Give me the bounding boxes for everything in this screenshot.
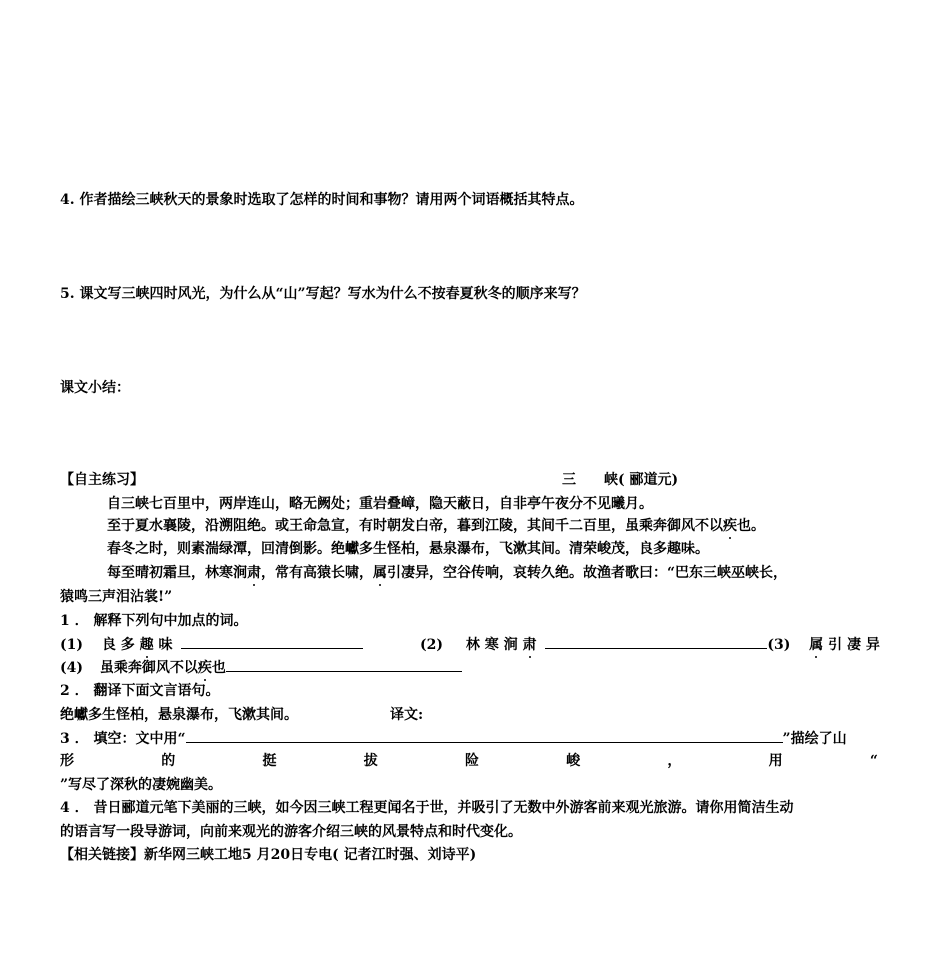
passage-paragraph-2 — [107, 516, 765, 536]
exercise-4-line-1: 4 ． 昔日郦道元笔下美丽的三峡，如今因三峡工程更闻名于世，并吸引了无数中外游客前来观光旅游。请你用简洁生动 — [60, 800, 794, 816]
dotted-word: 疾 — [197, 660, 212, 676]
exercise-3-text: 3 ． 填空：文中用“ — [60, 731, 186, 747]
exercise-1-item-2 — [420, 634, 880, 655]
passage-text: 至于夏水襄陵，沿溯阻绝。或王命急宣，有时朝发白帝，暮到江陵，其间千二百里，虽乘奔御风不以 — [107, 518, 723, 534]
item-phrase: 虽乘奔御风不以疾也 — [99, 660, 226, 676]
exercise-4-line-2: 的语言写一段导游词，向前来观光的游客介绍三峡的风景特点和时代变化。 — [60, 824, 522, 840]
item-number: (4) — [60, 660, 83, 676]
text-title: 三 峡( 郦道元) — [562, 472, 679, 488]
item-phrase: 林 寒 涧 肃 — [465, 637, 537, 653]
passage-text: 每至晴初霜旦，林寒涧 — [107, 565, 247, 581]
answer-blank[interactable] — [186, 728, 783, 743]
justified-char: 峻 — [566, 753, 581, 769]
justified-char: 险 — [464, 753, 479, 769]
justified-char: 的 — [161, 753, 176, 769]
exercise-3-justified-line — [60, 751, 878, 771]
passage-paragraph-4-end: 猿鸣三声泪沾裳!” — [60, 589, 173, 605]
justified-char: ， — [667, 753, 682, 769]
exercise-1-items-row — [60, 634, 363, 655]
exercise-3-prompt — [60, 728, 847, 749]
dotted-word: 趣 — [139, 637, 154, 653]
justified-char: “ — [869, 753, 878, 769]
exercise-2-prompt: 2 ． 翻译下面文言语句。 — [60, 683, 220, 699]
justified-char: 形 — [60, 753, 74, 769]
answer-blank[interactable] — [226, 657, 462, 672]
item-phrase: 属 引 凄 异 — [809, 637, 880, 653]
question-4: 4. 作者描绘三峡秋天的景象时选取了怎样的时间和事物？请用两个词语概括其特点。 — [60, 192, 584, 208]
dotted-word: 属 — [373, 565, 387, 581]
answer-blank[interactable] — [545, 634, 767, 649]
question-5: 5. 课文写三峡四时风光，为什么从“山”写起？写水为什么不按春夏秋冬的顺序来写？ — [60, 286, 586, 302]
item-phrase: 良 多 趣 味 — [101, 637, 173, 653]
item-number: (1) — [60, 637, 83, 653]
passage-paragraph-3: 春冬之时，则素湍绿潭，回清倒影。绝巘多生怪柏，悬泉瀑布，飞漱其间。清荣峻茂，良多趣味。 — [107, 541, 709, 557]
lesson-summary-label: 课文小结： — [60, 380, 130, 396]
passage-text: 引凄异，空谷传响，哀转久绝。故渔者歌曰：“巴东三峡巫峡长， — [387, 565, 788, 581]
dotted-word: 肃 — [522, 637, 537, 653]
translation-label: 译文: — [390, 707, 424, 723]
justified-char: 拔 — [363, 753, 378, 769]
passage-text: ，常有高猿长啸， — [261, 565, 373, 581]
justified-char: 用 — [768, 753, 783, 769]
item-number: (2) — [420, 637, 443, 653]
passage-paragraph-4 — [107, 563, 787, 583]
item-number: (3) — [767, 637, 791, 653]
dotted-word: 属 — [809, 637, 824, 653]
passage-paragraph-1: 自三峡七百里中，两岸连山，略无阙处；重岩叠嶂，隐天蔽日，自非亭午夜分不见曦月。 — [107, 496, 653, 512]
justified-char: 挺 — [262, 753, 277, 769]
exercise-1-prompt: 1 ． 解释下列句中加点的词。 — [60, 613, 248, 629]
exercise-3-text: ”描绘了山 — [782, 731, 847, 747]
dotted-word: 肃 — [247, 565, 261, 581]
dotted-word: 疾 — [723, 518, 737, 534]
exercise-1-item-4 — [60, 657, 462, 678]
exercise-3-end: ”写尽了深秋的凄婉幽美。 — [60, 777, 223, 793]
passage-text: 也。 — [737, 518, 765, 534]
exercise-2-sentence: 绝巘多生怪柏，悬泉瀑布，飞漱其间。 — [60, 707, 298, 723]
answer-blank[interactable] — [181, 634, 363, 649]
related-link: 【相关链接】新华网三峡工地5 月20日专电( 记者江时强、刘诗平) — [60, 847, 477, 863]
practice-header: 【自主练习】 — [60, 472, 144, 488]
